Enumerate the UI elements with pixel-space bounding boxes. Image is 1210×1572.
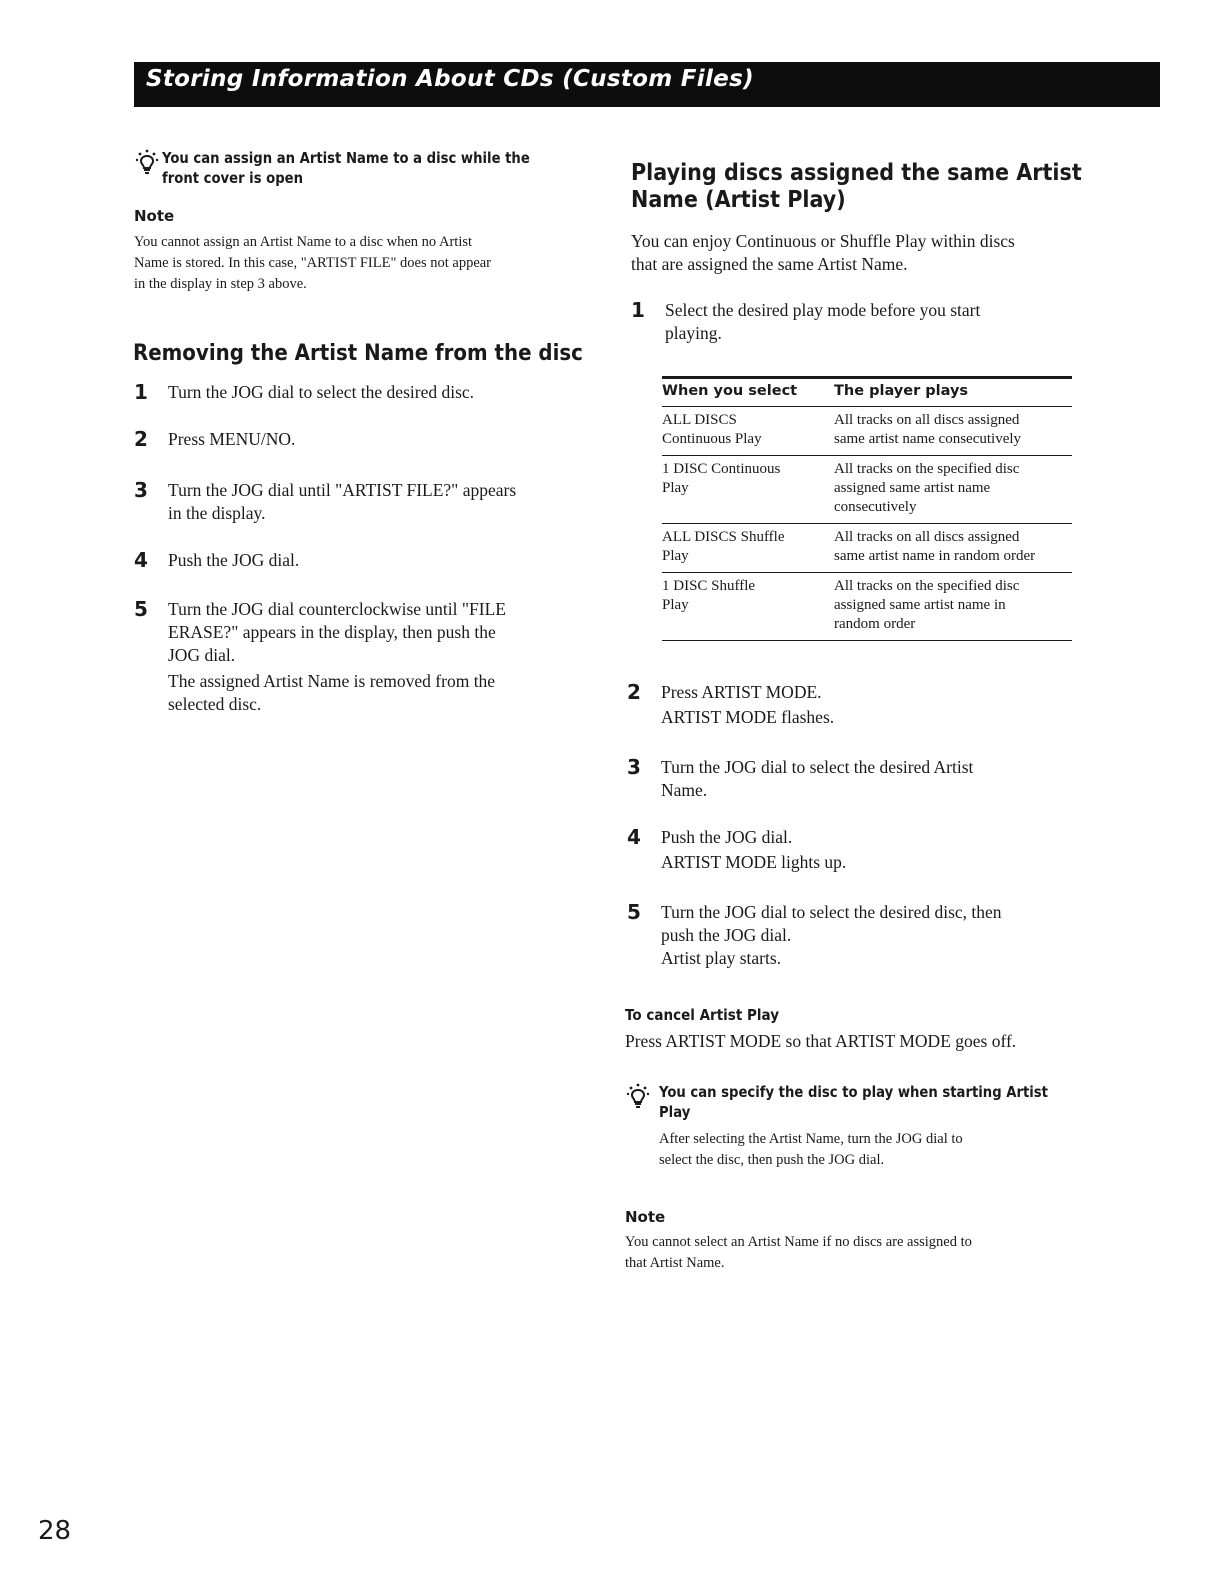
step-text <box>168 428 295 451</box>
left-section-title: Removing the Artist Name from the disc <box>133 341 583 366</box>
tip-title-line: Play <box>659 1103 691 1121</box>
note-line: Name is stored. In this case, "ARTIST FILE" does not appear <box>134 255 492 271</box>
cancel-artist-play-text: Press ARTIST MODE so that ARTIST MODE goes off. <box>625 1031 1017 1051</box>
right-section-title <box>631 160 1082 214</box>
step-line: push the JOG dial. <box>661 925 792 945</box>
cell-line: ALL DISCS Shuffle <box>662 529 785 545</box>
lightbulb-tip-icon <box>134 148 162 188</box>
step-line: Push the JOG dial. <box>168 550 300 570</box>
table-cell <box>834 524 1072 573</box>
step-line: The assigned Artist Name is removed from the <box>168 671 496 691</box>
step-number: 4 <box>627 825 641 849</box>
step-line: ERASE?" appears in the display, then push the <box>168 622 496 642</box>
right-intro <box>631 230 1015 276</box>
cell-line: Play <box>662 597 689 613</box>
step-line: Turn the JOG dial counterclockwise until "FILE <box>168 599 506 619</box>
step-number: 1 <box>134 380 148 404</box>
right-step-1 <box>631 299 980 345</box>
step-number: 2 <box>134 427 148 451</box>
cell-line: same artist name in random order <box>834 548 1036 564</box>
cell-line: consecutively <box>834 499 917 515</box>
step-line: Artist play starts. <box>661 948 782 968</box>
step-text <box>661 901 1002 970</box>
note-line: You cannot assign an Artist Name to a disc when no Artist <box>134 234 473 250</box>
cell-line: assigned same artist name in <box>834 597 1006 613</box>
left-step-4 <box>134 549 299 572</box>
step-text <box>168 598 506 716</box>
step-line: playing. <box>665 323 722 343</box>
step-line: ARTIST MODE lights up. <box>661 852 847 872</box>
cell-line: Play <box>662 548 689 564</box>
lightbulb-tip-icon <box>625 1082 659 1171</box>
cell-line: Play <box>662 480 689 496</box>
intro-line: that are assigned the same Artist Name. <box>631 254 908 274</box>
table-header: When you select <box>662 378 834 407</box>
step-text <box>661 756 973 802</box>
cell-line: assigned same artist name <box>834 480 991 496</box>
step-text <box>168 479 516 525</box>
cell-line: ALL DISCS <box>662 412 737 428</box>
note-line: that Artist Name. <box>625 1255 725 1271</box>
table-cell <box>662 524 834 573</box>
step-line: Turn the JOG dial to select the desired Artist <box>661 757 974 777</box>
table-cell <box>662 573 834 641</box>
table-header-row <box>662 378 1072 407</box>
cell-line: All tracks on all discs assigned <box>834 529 1020 545</box>
step-number: 4 <box>134 548 148 572</box>
table-cell <box>834 456 1072 524</box>
step-number: 3 <box>627 755 641 779</box>
left-note-body <box>134 232 491 295</box>
left-tip-title <box>162 148 530 188</box>
cell-line: 1 DISC Continuous <box>662 461 781 477</box>
step-line: ARTIST MODE flashes. <box>661 707 835 727</box>
left-note-heading: Note <box>134 207 175 225</box>
left-step-3 <box>134 479 516 525</box>
step-text <box>665 299 980 345</box>
tip-body-line: After selecting the Artist Name, turn the JOG dial to <box>659 1131 963 1147</box>
step-line: Name. <box>661 780 708 800</box>
left-step-5 <box>134 598 506 716</box>
step-text <box>168 549 299 572</box>
right-step-4 <box>627 826 846 874</box>
right-tip-body <box>659 1129 1101 1171</box>
right-step-2 <box>627 681 834 729</box>
step-line: in the display. <box>168 503 266 523</box>
step-line: Press MENU/NO. <box>168 429 296 449</box>
table-cell <box>834 573 1072 641</box>
step-text <box>168 381 474 404</box>
tip-body-line: select the disc, then push the JOG dial. <box>659 1152 885 1168</box>
step-line: Select the desired play mode before you start <box>665 300 981 320</box>
cell-line: 1 DISC Shuffle <box>662 578 756 594</box>
play-mode-table <box>662 376 1072 641</box>
step-number: 3 <box>134 478 148 502</box>
table-cell <box>662 407 834 456</box>
section-header-banner <box>134 62 1160 107</box>
section-header-title: Storing Information About CDs (Custom Files) <box>146 66 754 92</box>
step-line: Push the JOG dial. <box>661 827 793 847</box>
note-line: You cannot select an Artist Name if no discs are assigned to <box>625 1234 972 1250</box>
cell-line: same artist name consecutively <box>834 431 1022 447</box>
table-row <box>662 524 1072 573</box>
right-note-heading: Note <box>625 1208 666 1226</box>
right-step-5 <box>627 901 1002 970</box>
note-line: in the display in step 3 above. <box>134 276 307 292</box>
cell-line: All tracks on all discs assigned <box>834 412 1020 428</box>
table-row <box>662 573 1072 641</box>
right-tip-title <box>659 1082 1048 1122</box>
cancel-artist-play-heading: To cancel Artist Play <box>625 1006 779 1024</box>
table-cell <box>834 407 1072 456</box>
left-tip <box>134 148 580 188</box>
page-number: 28 <box>38 1516 72 1546</box>
cell-line: All tracks on the specified disc <box>834 461 1020 477</box>
step-line: selected disc. <box>168 694 262 714</box>
table-row <box>662 407 1072 456</box>
step-text <box>661 681 834 729</box>
cell-line: random order <box>834 616 916 632</box>
step-number: 2 <box>627 680 641 704</box>
table-header: The player plays <box>834 378 1072 407</box>
tip-title-line: You can assign an Artist Name to a disc while the <box>162 149 530 167</box>
right-note-body <box>625 1232 972 1274</box>
step-line: Turn the JOG dial to select the desired disc. <box>168 382 475 402</box>
right-tip-content <box>659 1082 1101 1171</box>
step-text <box>661 826 846 874</box>
step-line: JOG dial. <box>168 645 236 665</box>
step-line: Turn the JOG dial until "ARTIST FILE?" appears <box>168 480 517 500</box>
step-number: 5 <box>627 900 641 924</box>
step-number: 1 <box>631 298 645 322</box>
tip-title-line: You can specify the disc to play when starting Artist <box>659 1083 1048 1101</box>
section-title-line: Name (Artist Play) <box>631 187 846 213</box>
table-row <box>662 456 1072 524</box>
tip-title-line: front cover is open <box>162 169 304 187</box>
step-line: Turn the JOG dial to select the desired disc, then <box>661 902 1002 922</box>
right-step-3 <box>627 756 973 802</box>
step-number: 5 <box>134 597 148 621</box>
cell-line: All tracks on the specified disc <box>834 578 1020 594</box>
intro-line: You can enjoy Continuous or Shuffle Play within discs <box>631 231 1015 251</box>
table-cell <box>662 456 834 524</box>
left-step-1 <box>134 381 474 404</box>
section-title-line: Playing discs assigned the same Artist <box>631 160 1082 186</box>
left-step-2 <box>134 428 295 451</box>
cell-line: Continuous Play <box>662 431 762 447</box>
right-tip <box>625 1082 1101 1171</box>
step-line: Press ARTIST MODE. <box>661 682 822 702</box>
